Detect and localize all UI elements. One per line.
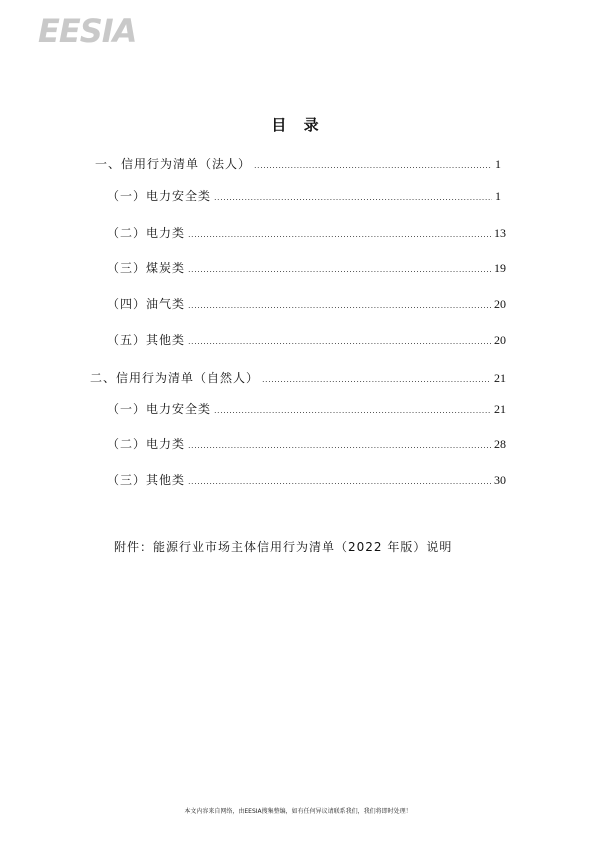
dot-leader — [254, 161, 492, 170]
toc-title: 目 录 — [271, 116, 325, 134]
toc-entry-label: （四）油气类 — [107, 297, 186, 311]
toc-entry-label: （三）煤炭类 — [107, 261, 186, 275]
toc-entry-label: （一）电力安全类 — [107, 189, 212, 203]
toc-entry-page: 19 — [494, 261, 506, 275]
toc-entry-page: 1 — [495, 189, 501, 203]
toc-entry-subsection[interactable] — [107, 187, 501, 204]
toc-entry-subsection[interactable] — [107, 295, 506, 312]
dot-leader — [188, 441, 491, 450]
dot-leader — [188, 301, 491, 310]
toc-entry-label: （三）其他类 — [107, 473, 186, 487]
toc-entry-subsection[interactable] — [107, 331, 506, 348]
toc-entry-label: 二、信用行为清单（自然人） — [90, 371, 260, 385]
toc-entry-page: 1 — [495, 157, 501, 171]
dot-leader — [262, 375, 491, 384]
attachment-note: 附件：能源行业市场主体信用行为清单（2022 年版）说明 — [114, 540, 453, 554]
toc-entry-label: （二）电力类 — [107, 437, 186, 451]
toc-entry-subsection[interactable] — [107, 471, 506, 488]
toc-entry-label: （五）其他类 — [107, 333, 186, 347]
toc-entry-page: 21 — [494, 402, 506, 416]
toc-entry-label: 一、信用行为清单（法人） — [95, 157, 252, 171]
toc-entry-label: （一）电力安全类 — [107, 402, 212, 416]
toc-entry-section-2[interactable] — [90, 369, 506, 386]
toc-entry-subsection[interactable] — [107, 259, 506, 276]
dot-leader — [188, 477, 491, 486]
dot-leader — [188, 265, 491, 274]
footer-disclaimer: 本文内容来自网络，由EESIA搜集整编，如有任何异议请联系我们，我们将即时处理！ — [184, 808, 412, 815]
toc-entry-page: 30 — [494, 473, 506, 487]
toc-entry-page: 13 — [494, 226, 506, 240]
dot-leader — [188, 230, 491, 239]
toc-entry-page: 28 — [494, 437, 506, 451]
toc-entry-section-1[interactable] — [95, 155, 501, 172]
toc-entry-page: 20 — [494, 297, 506, 311]
dot-leader — [188, 337, 491, 346]
toc-entry-subsection[interactable] — [107, 224, 506, 241]
dot-leader — [214, 193, 492, 202]
dot-leader — [214, 406, 491, 415]
toc-entry-page: 20 — [494, 333, 506, 347]
toc-entry-subsection[interactable] — [107, 400, 506, 417]
toc-entry-label: （二）电力类 — [107, 226, 186, 240]
toc-entry-page: 21 — [494, 371, 506, 385]
toc-entry-subsection[interactable] — [107, 435, 506, 452]
eesia-logo: EESIA — [38, 12, 137, 50]
